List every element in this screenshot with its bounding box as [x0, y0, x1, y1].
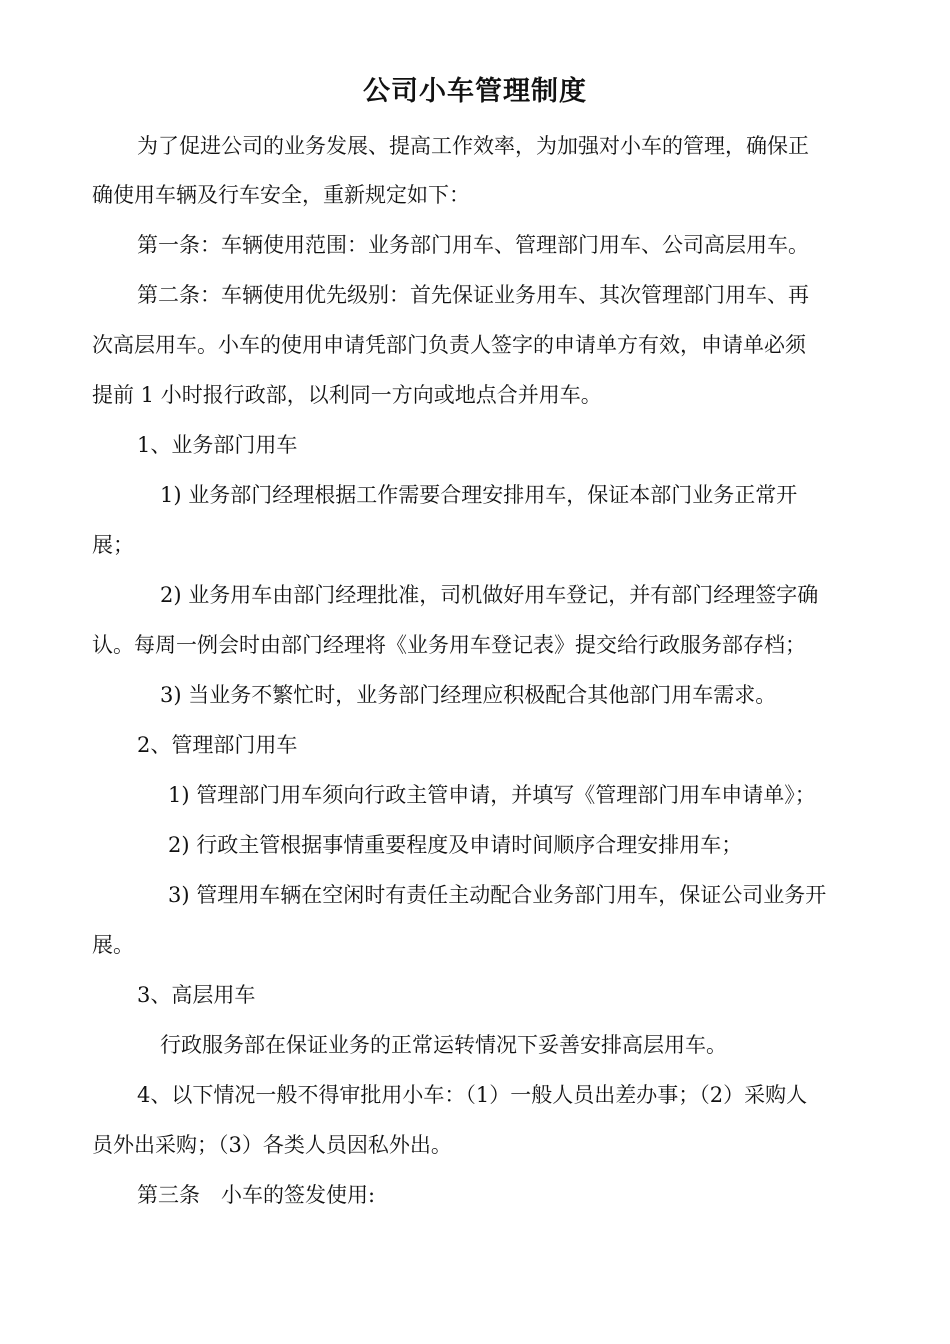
- paragraph-line: 确使用车辆及行车安全，重新规定如下：: [92, 183, 470, 207]
- section-heading: 1、业务部门用车: [137, 433, 298, 457]
- list-item: 2) 行政主管根据事情重要程度及申请时间顺序合理安排用车；: [168, 833, 743, 857]
- document-title: 公司小车管理制度: [363, 76, 587, 107]
- paragraph-line: 展。: [92, 933, 134, 957]
- list-item: 2) 业务用车由部门经理批准，司机做好用车登记，并有部门经理签字确: [160, 583, 819, 607]
- paragraph-line: 4、以下情况一般不得审批用小车：（1）一般人员出差办事；（2）采购人: [137, 1083, 808, 1107]
- section-heading: 3、高层用车: [137, 983, 256, 1007]
- paragraph-line: 第二条：车辆使用优先级别：首先保证业务用车、其次管理部门用车、再: [137, 283, 809, 307]
- list-item: 3) 当业务不繁忙时，业务部门经理应积极配合其他部门用车需求。: [160, 683, 777, 707]
- article-heading: 第三条 小车的签发使用:: [137, 1183, 376, 1207]
- paragraph-line: 次高层用车。小车的使用申请凭部门负责人签字的申请单方有效，申请单必须: [92, 333, 806, 357]
- paragraph-line: 提前 1 小时报行政部，以利同一方向或地点合并用车。: [92, 383, 602, 407]
- paragraph-line: 第一条：车辆使用范围：业务部门用车、管理部门用车、公司高层用车。: [137, 233, 809, 257]
- list-item: 1) 管理部门用车须向行政主管申请，并填写《管理部门用车申请单》；: [168, 783, 816, 807]
- section-heading: 2、管理部门用车: [137, 733, 298, 757]
- list-item: 3) 管理用车辆在空闲时有责任主动配合业务部门用车，保证公司业务开: [168, 883, 827, 907]
- list-item: 1) 业务部门经理根据工作需要合理安排用车，保证本部门业务正常开: [160, 483, 798, 507]
- paragraph-line: 展；: [92, 533, 134, 557]
- paragraph-line: 员外出采购；（3）各类人员因私外出。: [92, 1133, 452, 1157]
- paragraph-line: 认。每周一例会时由部门经理将《业务用车登记表》提交给行政服务部存档；: [92, 633, 806, 657]
- paragraph-line: 为了促进公司的业务发展、提高工作效率，为加强对小车的管理，确保正: [137, 134, 809, 158]
- paragraph-line: 行政服务部在保证业务的正常运转情况下妥善安排高层用车。: [160, 1033, 727, 1057]
